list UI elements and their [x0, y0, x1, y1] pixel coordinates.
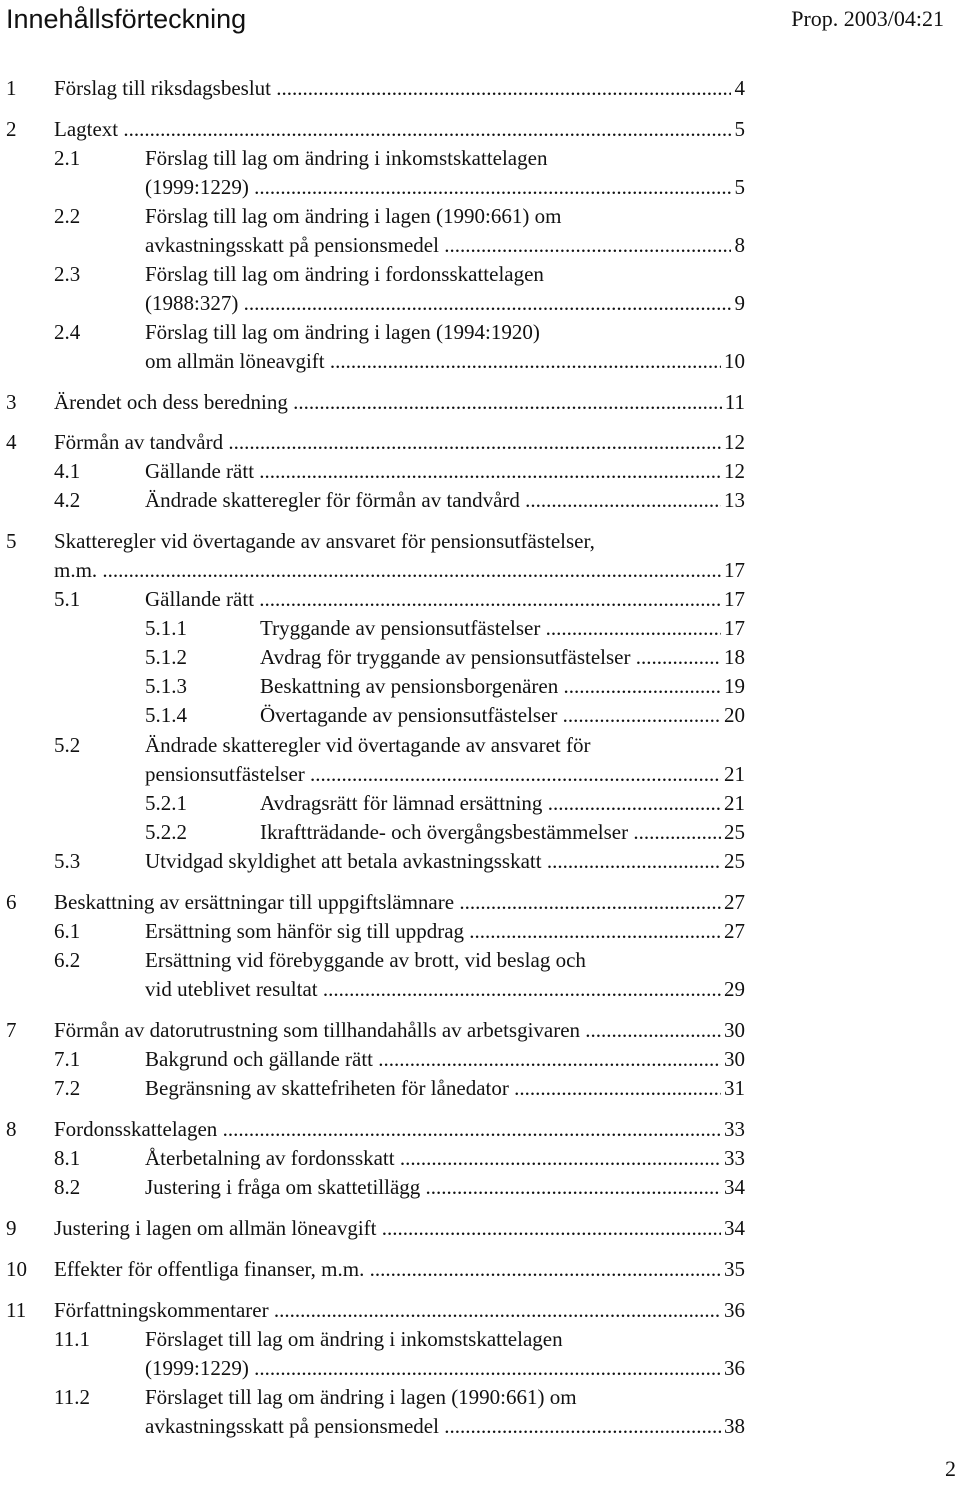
toc-entry-number: 2.4	[54, 320, 81, 344]
toc-entry-title: Begränsning av skattefriheten för lånedator .....	[145, 1074, 721, 1103]
toc-entry[interactable]	[0, 486, 745, 515]
toc-entry[interactable]	[0, 318, 745, 347]
toc-entry-number: 9	[6, 1216, 17, 1240]
toc-entry-number: 11	[6, 1298, 27, 1322]
toc-entry-page: 13	[722, 486, 745, 515]
toc-entry-page: 10	[722, 347, 745, 376]
toc-entry-number: 11.1	[54, 1327, 90, 1351]
toc-entry-page: 21	[722, 760, 745, 789]
toc-entry-title: Förslag till lag om ändring i lagen (1990:661) om	[145, 204, 562, 228]
toc-entry-title: (1999:1229) .....	[145, 173, 731, 202]
toc-entry-title: Ändrade skatteregler vid övertagande av ansvaret för	[145, 733, 591, 757]
toc-entry-title: Avdragsrätt för lämnad ersättning .....	[260, 789, 721, 818]
toc-entry-page: 38	[722, 1412, 745, 1441]
toc-entry[interactable]	[0, 428, 745, 457]
toc-entry[interactable]	[0, 173, 745, 202]
toc-entry-page: 5	[733, 115, 746, 144]
toc-entry-title: Förslag till lag om ändring i inkomstskattelagen	[145, 146, 548, 170]
toc-entry-title: Justering i fråga om skattetillägg .....	[145, 1173, 721, 1202]
toc-entry-number: 5.2	[54, 733, 81, 757]
toc-entry-number: 6	[6, 890, 17, 914]
toc-entry-number: 5	[6, 529, 17, 553]
toc-entry-number: 5.1.1	[145, 616, 187, 640]
toc-entry-number: 2.2	[54, 204, 81, 228]
toc-entry[interactable]	[0, 917, 745, 946]
toc-entry-page: 31	[722, 1074, 745, 1103]
toc-entry[interactable]	[0, 1115, 745, 1144]
toc-entry[interactable]	[0, 1255, 745, 1284]
toc-entry-title: Ikraftträdande- och övergångsbestämmelser .....	[260, 818, 721, 847]
toc-entry-title: Bakgrund och gällande rätt .....	[145, 1045, 721, 1074]
toc-entry-number: 5.1	[54, 587, 81, 611]
toc-entry[interactable]	[0, 585, 745, 614]
toc-entry[interactable]	[0, 1045, 745, 1074]
toc-entry[interactable]	[0, 1016, 745, 1045]
toc-entry-page: 33	[722, 1144, 745, 1173]
toc-entry-title: Fordonsskattelagen .....	[54, 1115, 721, 1144]
toc-entry-number: 2.1	[54, 146, 81, 170]
page-title: Innehållsförteckning	[6, 4, 247, 34]
toc-entry-number: 3	[6, 390, 17, 414]
toc-entry-number: 5.2.1	[145, 791, 187, 815]
toc-entry-number: 2	[6, 117, 17, 141]
toc-entry-page: 20	[722, 701, 745, 730]
toc-entry[interactable]	[0, 731, 745, 760]
toc-entry-title: Förslag till riksdagsbeslut .....	[54, 74, 731, 103]
toc-entry-page: 30	[722, 1016, 745, 1045]
toc-entry[interactable]	[0, 614, 745, 643]
toc-entry-number: 4.2	[54, 488, 81, 512]
toc-entry-number: 5.1.3	[145, 674, 187, 698]
toc-entry-title: Återbetalning av fordonsskatt .....	[145, 1144, 721, 1173]
toc-entry-title: Förmån av datorutrustning som tillhandahålls av arbetsgivaren .....	[54, 1016, 721, 1045]
toc-entry[interactable]	[0, 1354, 745, 1383]
toc-entry[interactable]	[0, 818, 745, 847]
toc-entry[interactable]	[0, 643, 745, 672]
toc-entry-title: (1988:327) .....	[145, 289, 731, 318]
toc-entry-title: Lagtext .....	[54, 115, 731, 144]
toc-entry-page: 34	[722, 1214, 745, 1243]
toc-entry-title: Tryggande av pensionsutfästelser .....	[260, 614, 721, 643]
toc-entry-page: 8	[733, 231, 746, 260]
toc-entry[interactable]	[0, 1296, 745, 1325]
toc-entry-title: vid uteblivet resultat .....	[145, 975, 721, 1004]
toc-entry-page: 11	[723, 388, 745, 417]
toc-entry-number: 8.1	[54, 1146, 81, 1170]
toc-entry-number: 2.3	[54, 262, 81, 286]
toc-entry-title: Förslag till lag om ändring i lagen (1994:1920)	[145, 320, 540, 344]
toc-entry-number: 7	[6, 1018, 17, 1042]
toc-entry-page: 12	[722, 428, 745, 457]
toc-entry-page: 36	[722, 1296, 745, 1325]
toc-entry-page: 5	[733, 173, 746, 202]
toc-entry[interactable]	[0, 888, 745, 917]
toc-entry-page: 27	[722, 888, 745, 917]
toc-entry-title: Förslaget till lag om ändring i lagen (1990:661) om	[145, 1385, 577, 1409]
toc-entry-title: Beskattning av pensionsborgenären .....	[260, 672, 721, 701]
toc-entry-title: Övertagande av pensionsutfästelser .....	[260, 701, 721, 730]
toc-entry[interactable]	[0, 260, 745, 289]
toc-entry-page: 35	[722, 1255, 745, 1284]
toc-entry-number: 7.1	[54, 1047, 81, 1071]
toc-entry[interactable]	[0, 1325, 745, 1354]
toc-entry-number: 1	[6, 76, 17, 100]
toc-entry-number: 8	[6, 1117, 17, 1141]
toc-entry-title: Justering i lagen om allmän löneavgift .....	[54, 1214, 721, 1243]
toc-entry-title: Effekter för offentliga finanser, m.m. .....	[54, 1255, 721, 1284]
toc-entry[interactable]	[0, 975, 745, 1004]
toc-entry[interactable]	[0, 289, 745, 318]
toc-entry[interactable]	[0, 388, 745, 417]
toc-entry-number: 10	[6, 1257, 27, 1281]
toc-entry[interactable]	[0, 457, 745, 486]
toc-entry-title: Avdrag för tryggande av pensionsutfästelser .....	[260, 643, 721, 672]
toc-entry-page: 9	[733, 289, 746, 318]
toc-entry-title: Gällande rätt .....	[145, 457, 721, 486]
toc-entry[interactable]	[0, 701, 745, 730]
toc-entry-title: om allmän löneavgift .....	[145, 347, 721, 376]
toc-entry-title: Ersättning vid förebyggande av brott, vid beslag och	[145, 948, 586, 972]
toc-entry-title: pensionsutfästelser .....	[145, 760, 721, 789]
toc-entry-page: 33	[722, 1115, 745, 1144]
toc-entry[interactable]	[0, 1383, 745, 1412]
toc-entry-page: 27	[722, 917, 745, 946]
toc-entry-title: Förmån av tandvård .....	[54, 428, 721, 457]
toc-entry-title: Utvidgad skyldighet att betala avkastningsskatt .....	[145, 847, 721, 876]
toc-entry-title: avkastningsskatt på pensionsmedel .....	[145, 231, 731, 260]
toc-entry[interactable]	[0, 946, 745, 975]
toc-entry-page: 34	[722, 1173, 745, 1202]
toc-entry-page: 18	[722, 643, 745, 672]
toc-entry-number: 5.1.4	[145, 703, 187, 727]
toc-entry-title: Författningskommentarer .....	[54, 1296, 721, 1325]
toc-entry-title: m.m. .....	[54, 556, 721, 585]
toc-entry-number: 11.2	[54, 1385, 90, 1409]
toc-entry-title: Beskattning av ersättningar till uppgiftslämnare .....	[54, 888, 721, 917]
toc-entry-number: 5.3	[54, 849, 81, 873]
toc-entry[interactable]	[0, 1173, 745, 1202]
toc-entry-page: 21	[722, 789, 745, 818]
toc-entry[interactable]	[0, 231, 745, 260]
toc-entry[interactable]	[0, 1412, 745, 1441]
toc-entry-title: Ärendet och dess beredning .....	[54, 388, 722, 417]
toc-entry-number: 4.1	[54, 459, 81, 483]
toc-entry[interactable]	[0, 527, 745, 556]
toc-entry-page: 17	[722, 556, 745, 585]
toc-entry-page: 25	[722, 818, 745, 847]
toc-entry-title: Gällande rätt .....	[145, 585, 721, 614]
toc-entry-page: 19	[722, 672, 745, 701]
page-number: 2	[945, 1456, 956, 1481]
toc-entry-title: Ändrade skatteregler för förmån av tandvård .....	[145, 486, 721, 515]
toc-entry-number: 5.1.2	[145, 645, 187, 669]
toc-entry-title: (1999:1229) .....	[145, 1354, 721, 1383]
toc-entry[interactable]	[0, 556, 745, 585]
toc-entry-page: 17	[722, 585, 745, 614]
toc-entry-title: Skatteregler vid övertagande av ansvaret för pensionsutfästelser,	[54, 529, 595, 553]
toc-entry[interactable]	[0, 1214, 745, 1243]
toc-entry-page: 12	[722, 457, 745, 486]
toc-entry-number: 8.2	[54, 1175, 81, 1199]
toc-entry[interactable]	[0, 144, 745, 173]
toc-entry-number: 6.2	[54, 948, 81, 972]
toc-entry-page: 36	[722, 1354, 745, 1383]
toc-entry[interactable]	[0, 202, 745, 231]
toc-entry-title: Förslaget till lag om ändring i inkomstskattelagen	[145, 1327, 563, 1351]
toc-entry-number: 7.2	[54, 1076, 81, 1100]
toc-entry[interactable]	[0, 847, 745, 876]
toc-entry[interactable]	[0, 1074, 745, 1103]
toc-entry[interactable]	[0, 760, 745, 789]
toc-entry[interactable]	[0, 347, 745, 376]
toc-entry-number: 5.2.2	[145, 820, 187, 844]
toc-entry[interactable]	[0, 74, 745, 103]
toc-entry[interactable]	[0, 1144, 745, 1173]
toc-entry-page: 4	[733, 74, 746, 103]
toc-entry[interactable]	[0, 115, 745, 144]
toc-entry-title: Förslag till lag om ändring i fordonsskattelagen	[145, 262, 544, 286]
proposition-reference: Prop. 2003/04:21	[791, 6, 944, 31]
toc-entry-page: 25	[722, 847, 745, 876]
toc-entry-number: 6.1	[54, 919, 81, 943]
toc-entry-page: 29	[722, 975, 745, 1004]
toc-entry-page: 30	[722, 1045, 745, 1074]
toc-entry-number: 4	[6, 430, 17, 454]
toc-entry-page: 17	[722, 614, 745, 643]
toc-entry-title: avkastningsskatt på pensionsmedel .....	[145, 1412, 721, 1441]
toc-entry[interactable]	[0, 672, 745, 701]
toc-entry[interactable]	[0, 789, 745, 818]
toc-entry-title: Ersättning som hänför sig till uppdrag .....	[145, 917, 721, 946]
